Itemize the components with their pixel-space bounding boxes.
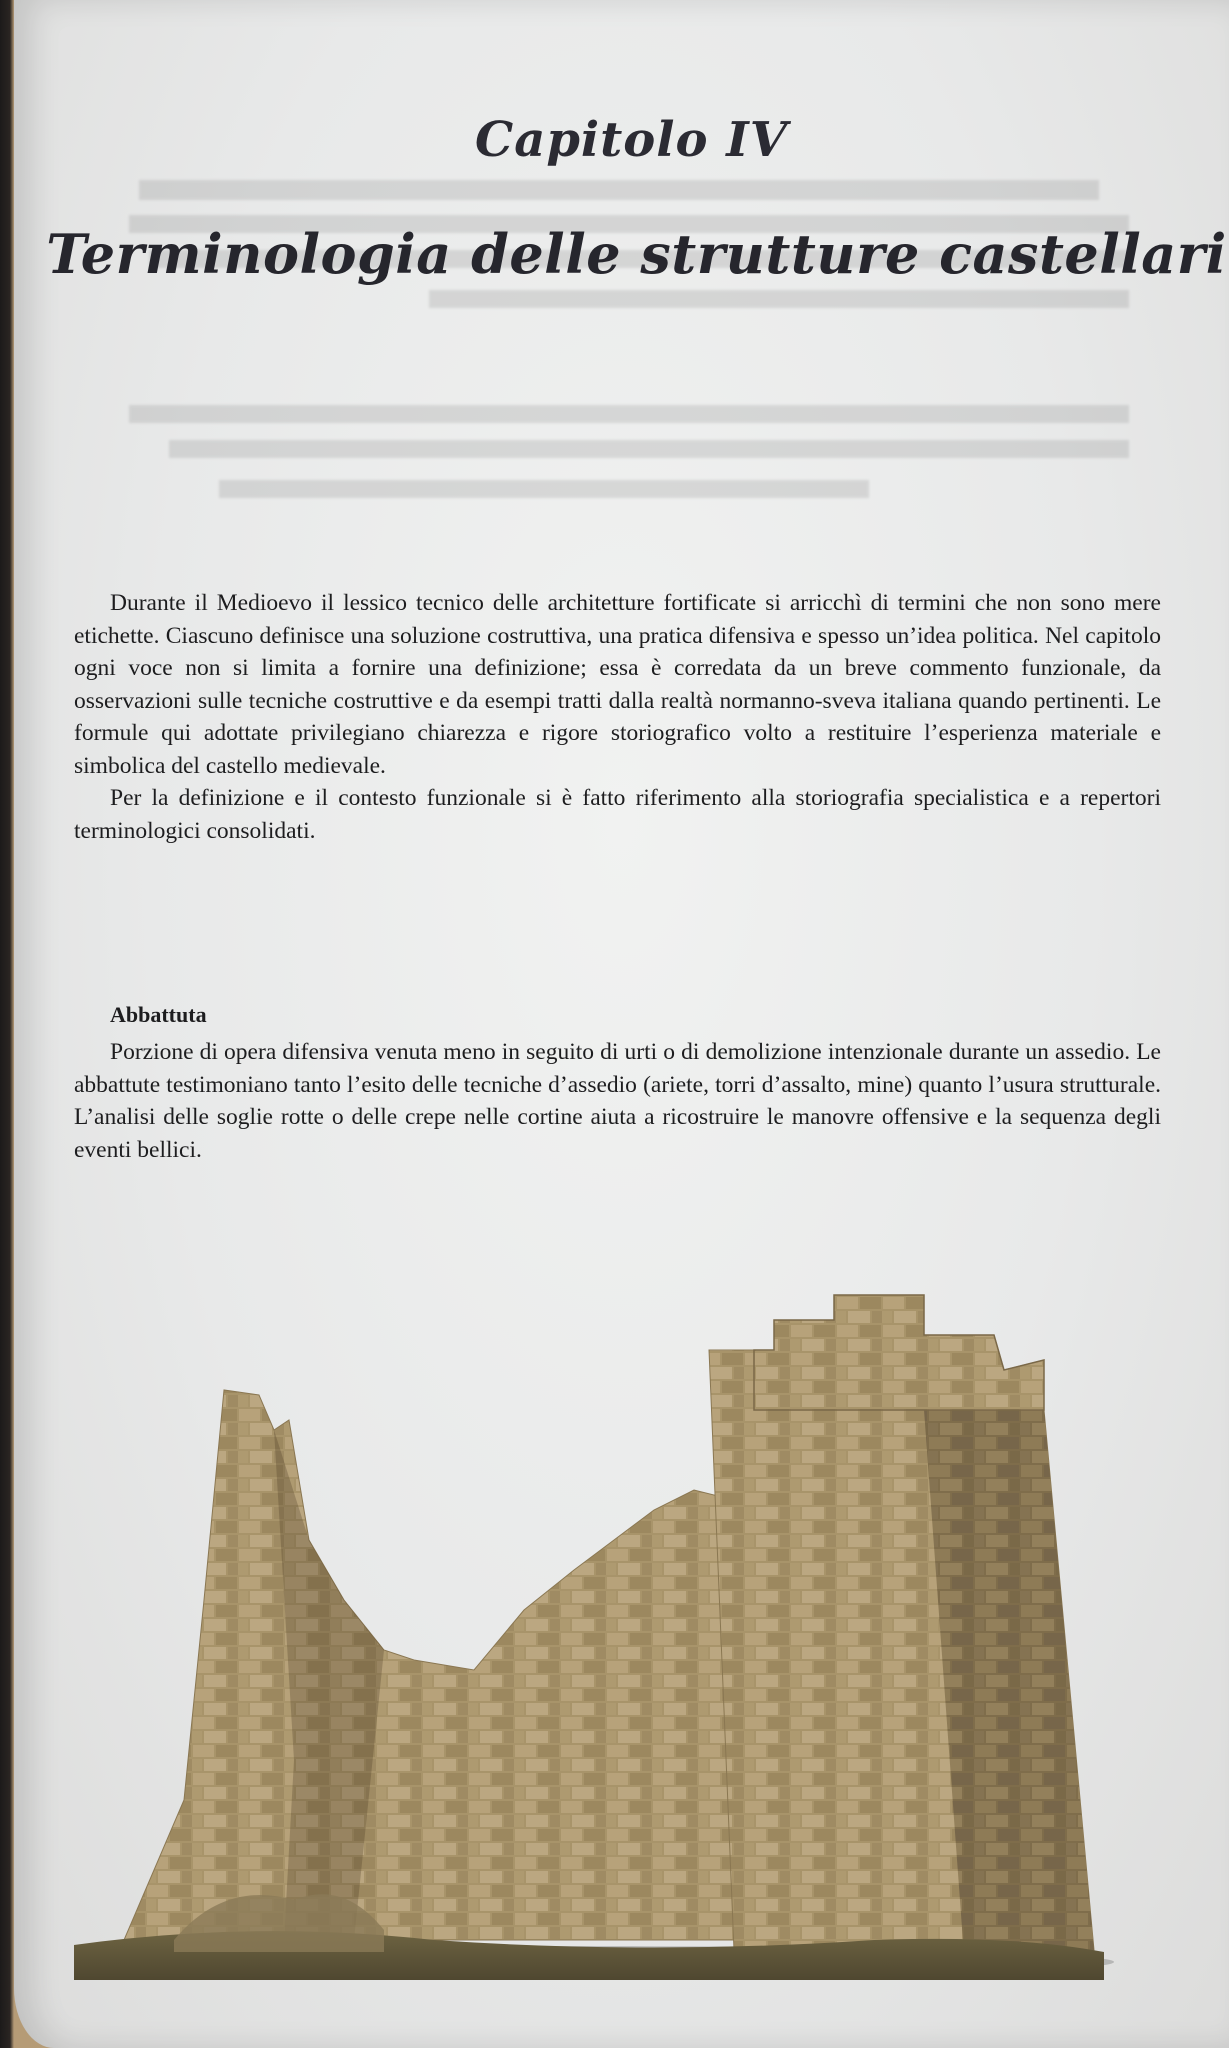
chapter-title: Terminologia delle strutture castellari: [46, 222, 1227, 286]
intro-paragraph-2: Per la definizione e il contesto funzionale si è fatto riferimento alla storiografia specialistica e a repertori terminologici consolidati.: [74, 785, 1161, 844]
ruined-wall-left: [124, 1390, 744, 1940]
chapter-label: Capitolo IV: [475, 112, 788, 168]
book-page: [14, 0, 1229, 2048]
entry-definition: [74, 1036, 1161, 1166]
tower-battlements: [754, 1295, 1044, 1410]
entry-term: Abbattuta: [110, 1002, 207, 1027]
entry-definition-text: Porzione di opera difensiva venuta meno in seguito di urti o di demolizione intenzionale durante un assedio. Le abbattute testimoniano tanto l’esito delle tecniche d’assedio (ariete, torri d’assalto, mine) quanto l’usura strutturale. L’analisi delle soglie rotte o delle crepe nelle cortine aiuta a ricostruire le manovre offensive e la sequenza degli eventi bellici.: [74, 1039, 1161, 1163]
ruined-wall-illustration: [54, 1240, 1114, 1980]
intro-text: [74, 587, 1161, 847]
intro-paragraph-1: Durante il Medioevo il lessico tecnico delle architetture fortificate si arricchì di termini che non sono mere etichette. Ciascuno definisce una soluzione costruttiva, una pratica difensiva e spesso un’idea politica. Nel capitolo ogni voce non si limita a fornire una definizione; essa è corredata da un breve commento funzionale, da osservazioni sulle tecniche costruttive e da esempi tratti dalla realtà normanno-sveva italiana quando pertinenti. Le formule qui adottate privilegiano chiarezza e rigore storiografico volto a restituire l’esperienza materiale e simbolica del castello medievale.: [74, 590, 1161, 779]
